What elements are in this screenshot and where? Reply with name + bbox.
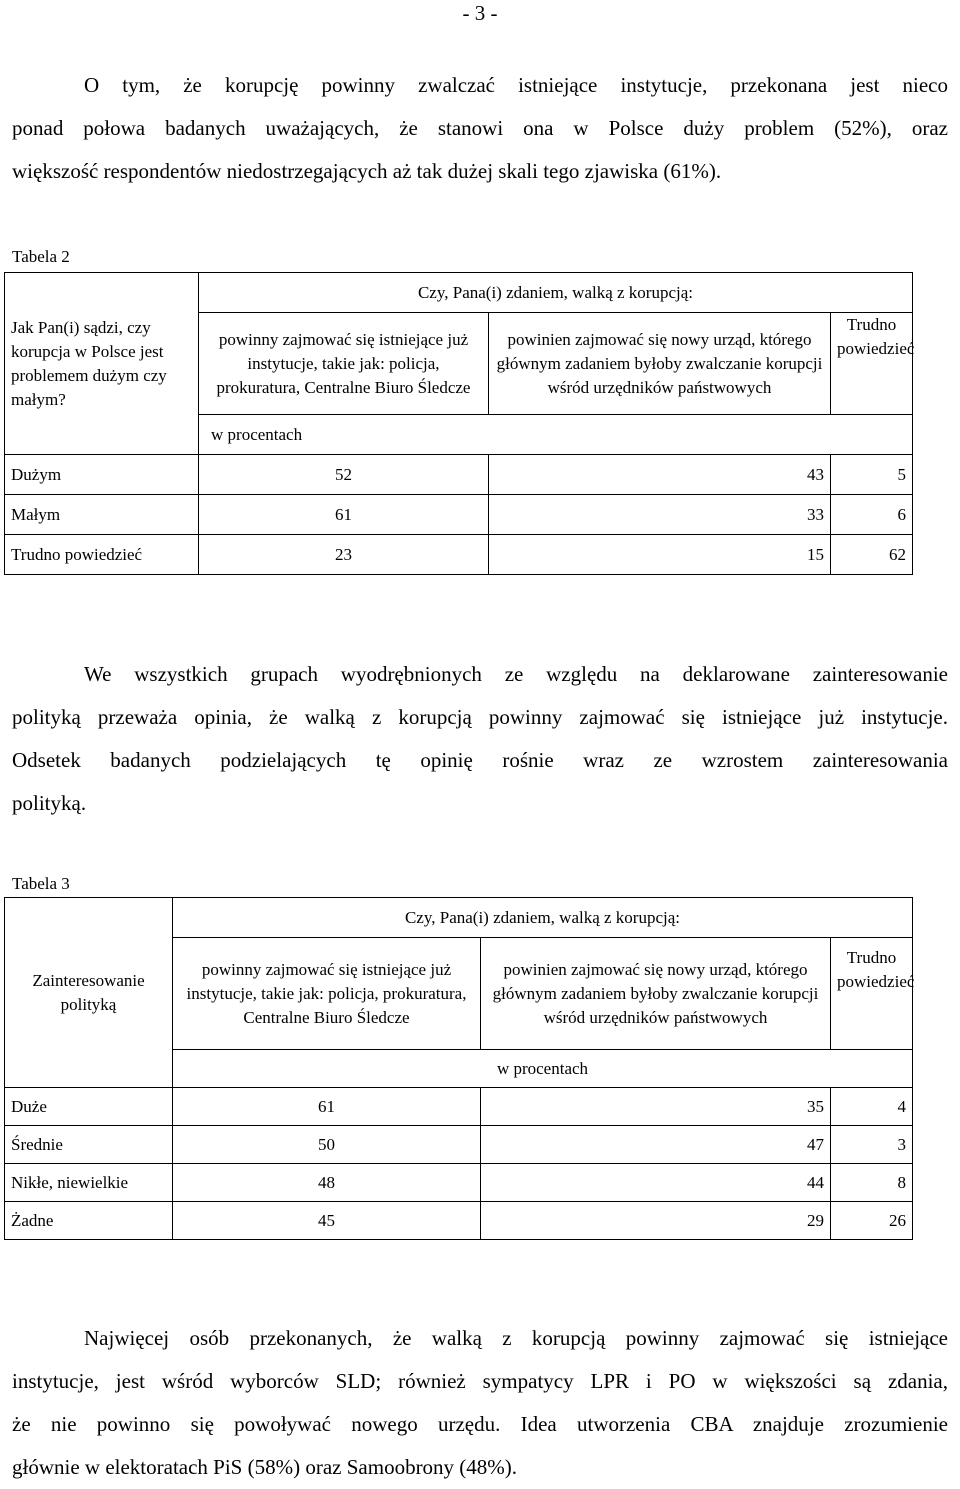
value-cell: 61: [199, 495, 489, 535]
value-cell: 47: [481, 1126, 831, 1164]
paragraph-voters: [12, 1317, 948, 1489]
table-header-row: [5, 273, 913, 313]
value-cell: 29: [481, 1202, 831, 1240]
table-2-caption: Tabela 2: [12, 247, 70, 266]
paragraph-line: O tym, że korupcję powinny zwalczać istniejące instytucje, przekonana jest nieco: [84, 73, 948, 97]
paragraph-line: polityką przeważa opinia, że walką z korupcją powinny zajmować się istniejące już instytucje.: [12, 705, 948, 729]
paragraph-line: We wszystkich grupach wyodrębnionych ze względu na deklarowane zainteresowanie: [84, 662, 948, 686]
table-row: [5, 535, 913, 575]
question-dimension-label: Jak Pan(i) sądzi, czy korupcja w Polsce jest problemem dużym czy małym?: [11, 317, 167, 409]
column-header-existing-institutions: powinny zajmować się istniejące już instytucje, takie jak: policja, prokuratura, Centralne Biuro Śledcze: [199, 313, 489, 415]
value-cell: 33: [489, 495, 831, 535]
paragraph-line: większość respondentów niedostrzegających aż tak dużej skali tego zjawiska (61%).: [12, 159, 722, 183]
row-label: Żadne: [5, 1202, 173, 1240]
paragraph-line: Odsetek badanych podzielających tę opinię rośnie wraz ze wzrostem zainteresowania: [12, 748, 948, 772]
paragraph-line: instytucje, jest wśród wyborców SLD; również sympatycy LPR i PO w większości są zdania,: [12, 1369, 948, 1393]
paragraph-line: że nie powinno się powoływać nowego urzędu. Idea utworzenia CBA znajduje zrozumienie: [12, 1412, 948, 1436]
row-label: Średnie: [5, 1126, 173, 1164]
question-text: Czy, Pana(i) zdaniem, walką z korupcją:: [417, 282, 694, 302]
table-row: [5, 1088, 913, 1126]
paragraph-line: głównie w elektoratach PiS (58%) oraz Samoobrony (48%).: [12, 1455, 518, 1479]
column-header-new-office: powinien zajmować się nowy urząd, którego głównym zadaniem byłoby zwalczanie korupcji wśród urzędników państwowych: [489, 313, 831, 415]
value-cell: 6: [831, 495, 913, 535]
paragraph-intro: [12, 64, 948, 193]
value-cell: 62: [831, 535, 913, 575]
table-row-header: [5, 898, 173, 1088]
value-cell: 8: [831, 1164, 913, 1202]
question-cell: [199, 273, 913, 313]
table-row: [5, 1164, 913, 1202]
value-cell: 50: [173, 1126, 481, 1164]
table-3-caption: Tabela 3: [12, 874, 70, 893]
table-row-header: [5, 273, 199, 455]
column-header-hard-to-say: Trudno powiedzieć: [831, 938, 913, 1050]
value-cell: 4: [831, 1088, 913, 1126]
value-cell: 52: [199, 455, 489, 495]
question-text: Czy, Pana(i) zdaniem, walką z korupcją:: [404, 907, 681, 927]
table-header-row: [5, 898, 913, 938]
row-label: Dużym: [5, 455, 199, 495]
value-cell: 48: [173, 1164, 481, 1202]
table-row: [5, 1126, 913, 1164]
paragraph-line: ponad połowa badanych uważających, że stanowi ona w Polsce duży problem (52%), oraz: [12, 116, 948, 140]
value-cell: 5: [831, 455, 913, 495]
paragraph-line: polityką.: [12, 791, 87, 815]
table-3: [4, 897, 913, 1240]
row-label: Trudno powiedzieć: [5, 535, 199, 575]
table-row: [5, 455, 913, 495]
table-row: [5, 495, 913, 535]
unit-label: w procentach: [173, 1050, 913, 1088]
column-header-existing-institutions: powinny zajmować się istniejące już instytucje, takie jak: policja, prokuratura, Centralne Biuro Śledcze: [173, 938, 481, 1050]
row-label: Małym: [5, 495, 199, 535]
value-cell: 61: [173, 1088, 481, 1126]
value-cell: 43: [489, 455, 831, 495]
row-label: Duże: [5, 1088, 173, 1126]
value-cell: 15: [489, 535, 831, 575]
value-cell: 45: [173, 1202, 481, 1240]
row-label: Nikłe, niewielkie: [5, 1164, 173, 1202]
value-cell: 35: [481, 1088, 831, 1126]
unit-label: w procentach: [199, 415, 913, 455]
question-dimension-label: Zainteresowanie polityką: [32, 970, 145, 1014]
value-cell: 3: [831, 1126, 913, 1164]
column-header-hard-to-say: Trudno powiedzieć: [831, 313, 913, 415]
paragraph-line: Najwięcej osób przekonanych, że walką z korupcją powinny zajmować się istniejące: [84, 1326, 948, 1350]
page-number: - 3 -: [462, 1, 498, 25]
question-cell: [173, 898, 913, 938]
value-cell: 26: [831, 1202, 913, 1240]
value-cell: 44: [481, 1164, 831, 1202]
column-header-new-office: powinien zajmować się nowy urząd, którego głównym zadaniem byłoby zwalczanie korupcji wśród urzędników państwowych: [481, 938, 831, 1050]
table-row: [5, 1202, 913, 1240]
table-2: [4, 272, 913, 575]
value-cell: 23: [199, 535, 489, 575]
paragraph-interest: [12, 653, 948, 825]
